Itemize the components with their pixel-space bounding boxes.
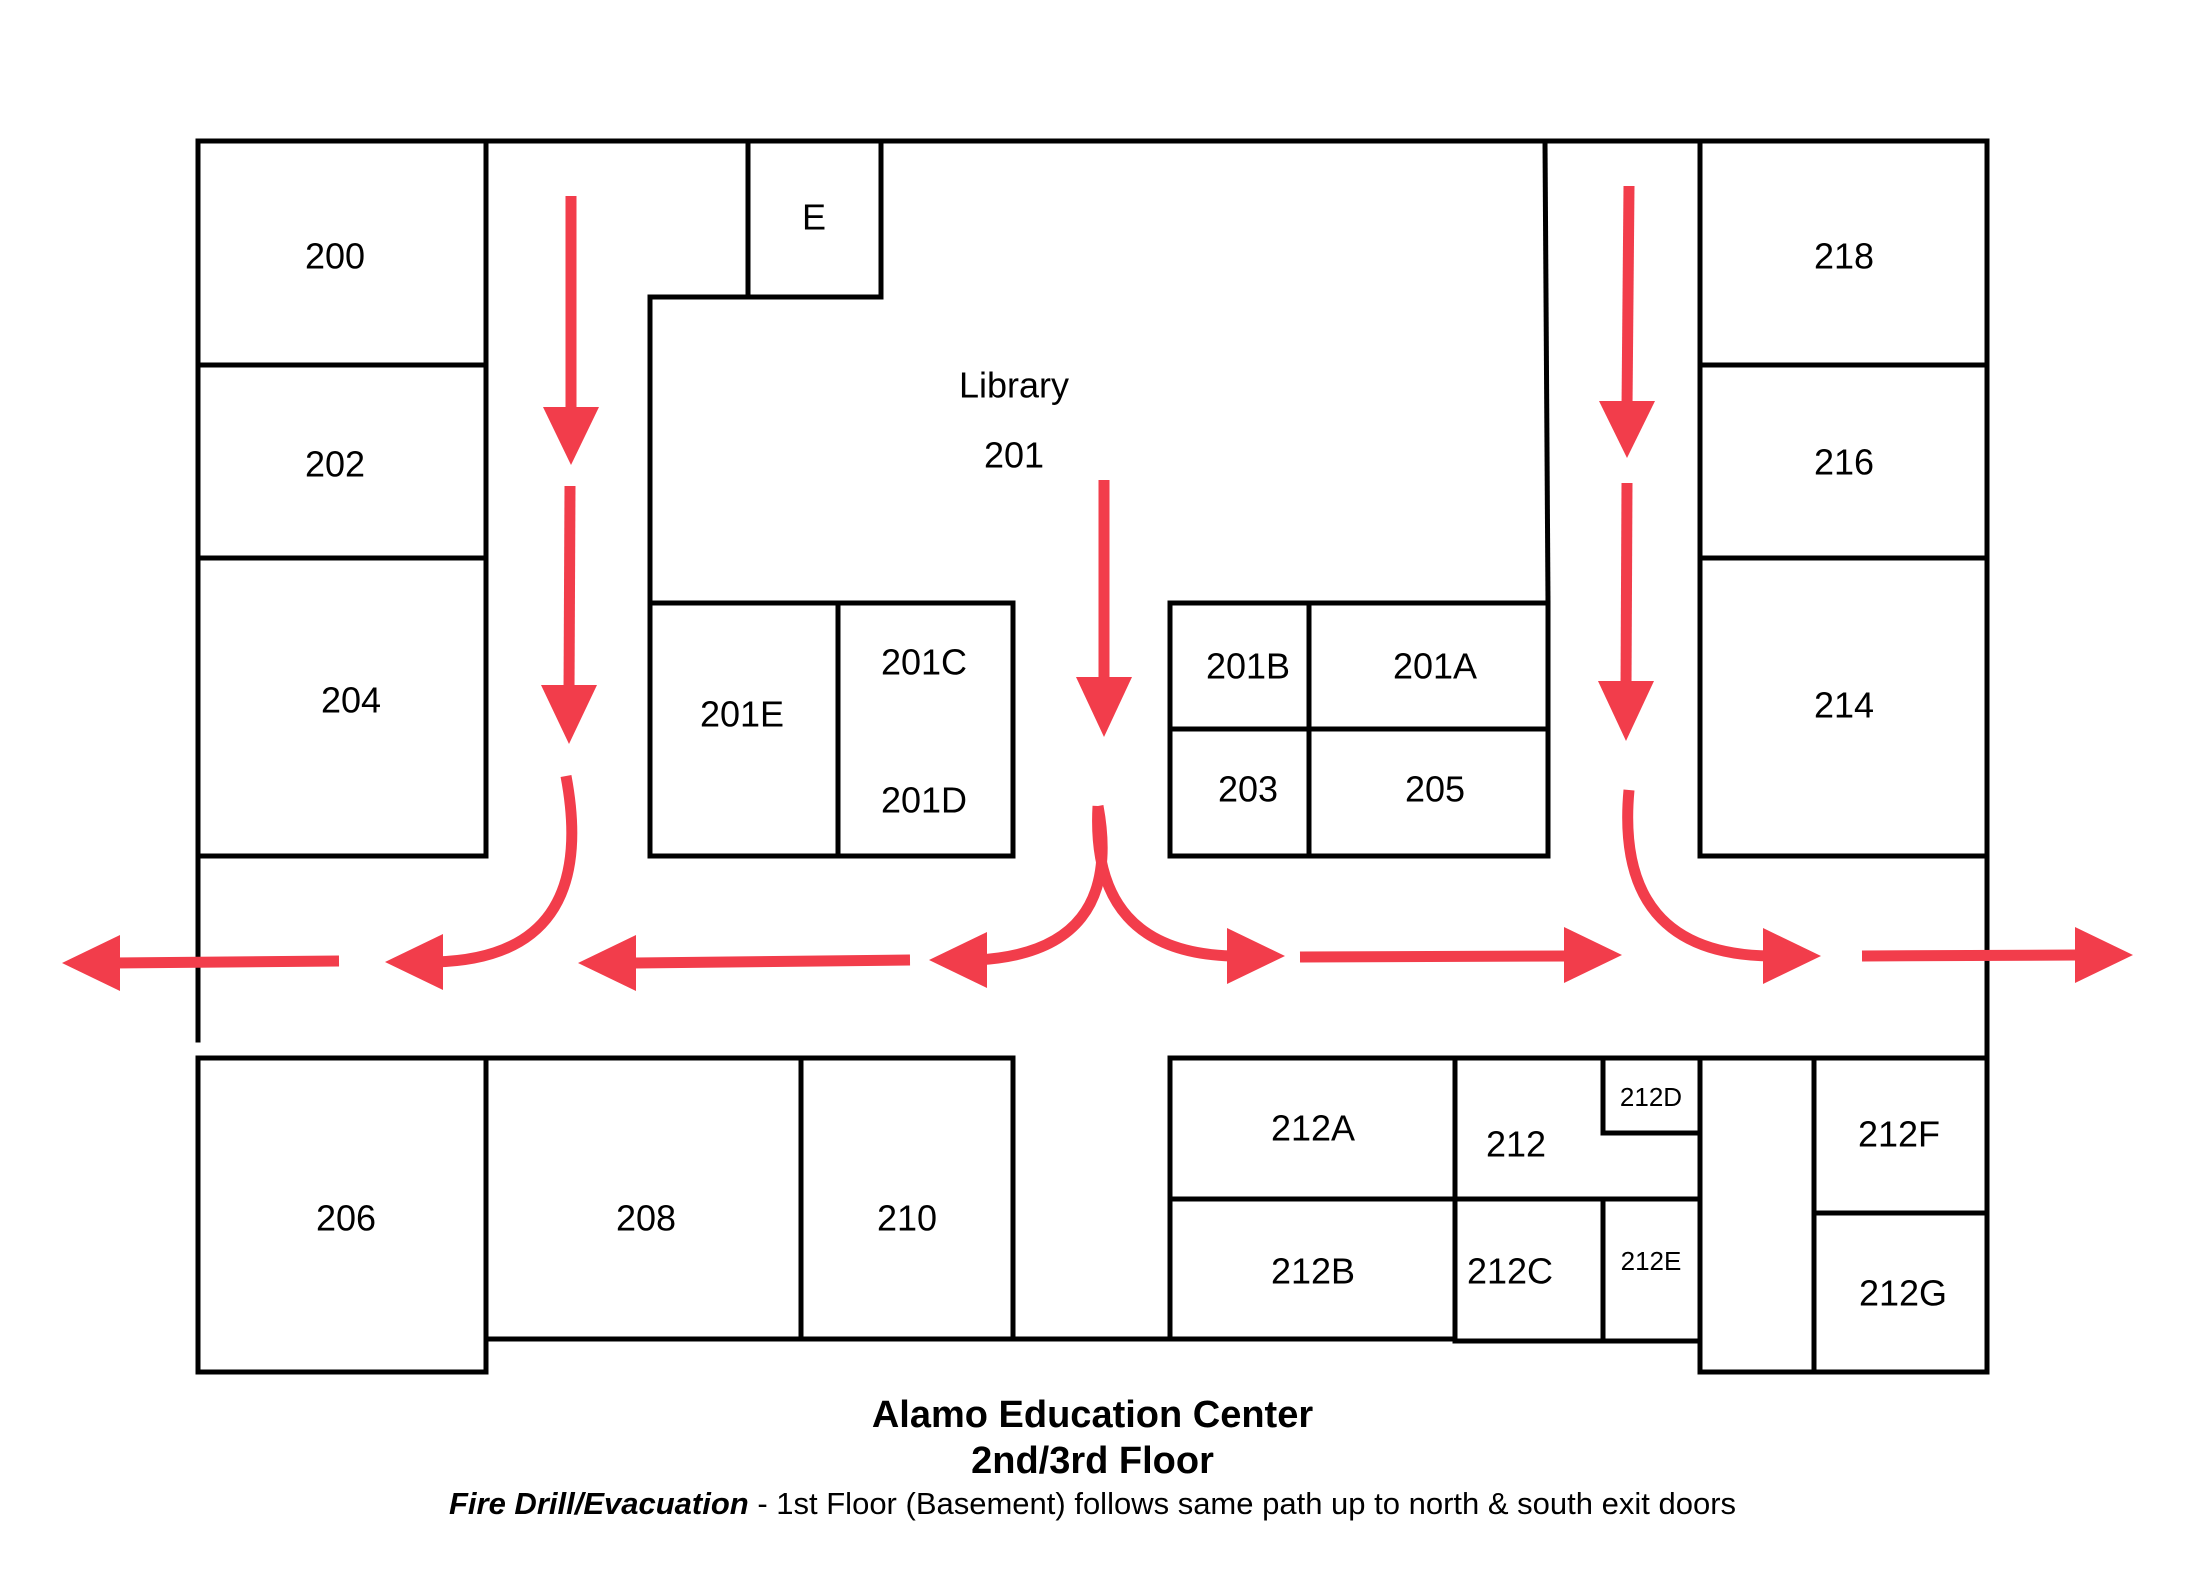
room-201-label: 201 <box>983 434 1045 476</box>
evacuation-note-text: - 1st Floor (Basement) follows same path up to north & south exit doors <box>748 1486 1737 1521</box>
east-curve-head <box>1763 928 1821 984</box>
stair-outline <box>1700 1058 1814 1372</box>
west-arrow-2-shaft <box>569 486 570 692</box>
room-212-label: 212 <box>1485 1123 1547 1165</box>
room-204-label: 204 <box>320 679 382 721</box>
library-label: Library <box>958 364 1070 406</box>
west-curve-shaft <box>435 776 572 962</box>
mid-left-shaft <box>630 960 910 963</box>
room-201b-label: 201B <box>1205 645 1291 687</box>
mid-right-head <box>1564 927 1622 983</box>
room-216-label: 216 <box>1813 441 1875 483</box>
map-title: Alamo Education Center <box>871 1394 1314 1436</box>
room-214-label: 214 <box>1813 684 1875 726</box>
room-208-label: 208 <box>615 1197 677 1239</box>
room-212f-label: 212F <box>1857 1113 1941 1155</box>
elevator-label: E <box>801 196 827 238</box>
east-arrow-1-shaft <box>1627 186 1629 408</box>
west-exit-head <box>62 935 120 991</box>
floor-label: 2nd/3rd Floor <box>971 1440 1214 1482</box>
room-210-label: 210 <box>876 1197 938 1239</box>
east-arrow-1-head <box>1599 401 1655 458</box>
room-218-label: 218 <box>1813 235 1875 277</box>
room-212a-label: 212A <box>1270 1107 1356 1149</box>
room-200-label: 200 <box>304 235 366 277</box>
mid-left-head <box>578 935 636 991</box>
center-split-left-shaft <box>977 806 1102 960</box>
library-west-wall <box>650 297 748 603</box>
room-203-label: 203 <box>1217 768 1279 810</box>
room-201a-label: 201A <box>1392 645 1478 687</box>
room-212b-label: 212B <box>1270 1250 1356 1292</box>
east-exit-shaft <box>1862 955 2080 956</box>
west-arrow-1-head <box>543 407 599 465</box>
west-exit-shaft <box>110 961 339 963</box>
room-201c-label: 201C <box>880 641 968 683</box>
mid-right-shaft <box>1300 956 1570 957</box>
room-212g-label: 212G <box>1858 1272 1948 1314</box>
walls <box>198 141 1987 1372</box>
room-201d-label: 201D <box>880 779 968 821</box>
room-205-label: 205 <box>1404 768 1466 810</box>
library-east-wall <box>1545 141 1548 603</box>
room-206-label: 206 <box>315 1197 377 1239</box>
center-split-right-head <box>1227 928 1285 984</box>
center-split-left-head <box>929 932 987 988</box>
east-exit-head <box>2075 927 2133 983</box>
room-202-label: 202 <box>304 443 366 485</box>
west-arrow-2-head <box>541 685 597 744</box>
center-arrow-head <box>1076 677 1132 737</box>
center-split-right-shaft <box>1098 806 1232 956</box>
room-212d-label: 212D <box>1619 1082 1683 1112</box>
west-curve-head <box>385 934 443 990</box>
east-arrow-2-head <box>1598 681 1654 741</box>
east-arrow-2-shaft <box>1626 483 1627 688</box>
evacuation-arrows <box>62 186 2133 991</box>
evacuation-note <box>0 1484 2185 1524</box>
evacuation-note-emphasis: Fire Drill/Evacuation <box>448 1486 749 1521</box>
room-212c-label: 212C <box>1466 1250 1554 1292</box>
room-201e-label: 201E <box>699 693 785 735</box>
room-212e-label: 212E <box>1620 1246 1682 1276</box>
